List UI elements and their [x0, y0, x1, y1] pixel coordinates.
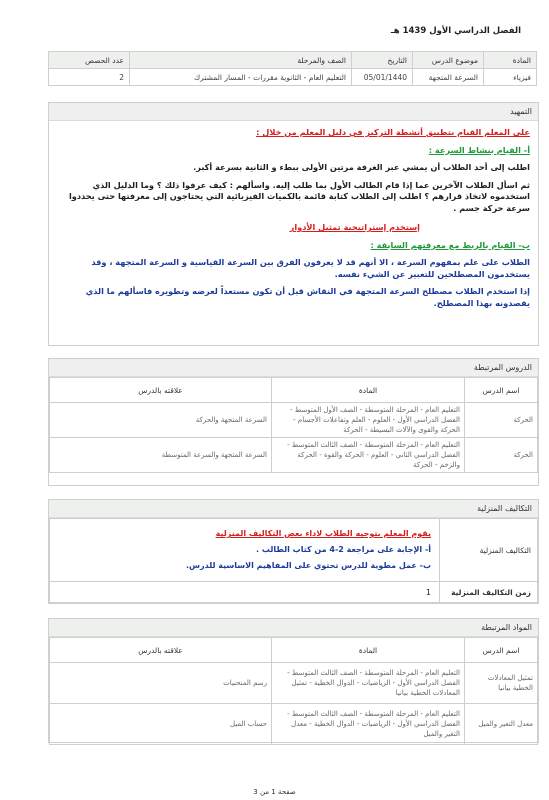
related-lesson-relation: السرعة المتجهة والسرعة المتوسطة: [50, 438, 272, 473]
header-grade: الصف والمرحلة: [130, 52, 352, 69]
related-col-relation: علاقته بالدرس: [50, 378, 272, 403]
homework-time-value: 1: [50, 582, 440, 603]
table-row: [50, 403, 538, 438]
related-lessons-section: [48, 358, 539, 486]
related-materials-header: المواد المرتبطة: [49, 619, 538, 637]
related-lesson-subject: التعليم العام - المرحلة المتوسطة - الصف الأول المتوسط - الفصل الدراسي الأول - العلوم - العلم وتفاعلات الأجسام - الحركة والقوى والآلات البسيطة - الحركة: [272, 403, 465, 438]
value-periods: 2: [49, 69, 130, 86]
homework-content: [50, 519, 440, 582]
header-periods: عدد الحصص: [49, 52, 130, 69]
table-row: [50, 704, 538, 745]
homework-time-label: زمن التكاليف المنزلية: [440, 582, 538, 603]
materials-col-relation: علاقته بالدرس: [50, 638, 272, 663]
header-topic: موضوع الدرس: [413, 52, 484, 69]
activity-paragraph-2: ثم اسأل الطلاب الآخرين عما إذا قام الطالب الأول بما طلب إليه. واسألهم : كيف عرفوا ذلك ؟ وما الدليل الذي استخدموه لاتخاذ قرارهم ؟ اطلب إلى الطلاب كتابة قائمة بالكميات الفيزيائية التي يحتاجون إلى معرفتها حتى يحددوا سرعة حركة جسم .: [68, 179, 530, 213]
material-lesson-subject: التعليم العام - المرحلة المتوسطة - الصف الثالث المتوسط - الفصل الدراسي الأول - الرياضيات - الدوال الخطية - تمثيل المعادلات الخطية بيانيا: [272, 663, 465, 704]
homework-time-row: [50, 582, 538, 603]
related-lesson-subject: التعليم العام - المرحلة المتوسطة - الصف الثالث المتوسط - الفصل الدراسي الثاني - العلوم - الحركة والقوة - الحركة والزخم - الحركة: [272, 438, 465, 473]
materials-col-name: اسم الدرس: [465, 638, 538, 663]
related-col-subject: المادة: [272, 378, 465, 403]
material-lesson-subject: التعليم العام - المرحلة المتوسطة - الصف الثالث المتوسط - الفصل الدراسي الأول - الرياضيات - الدوال الخطية - معدل التغير والميل: [272, 704, 465, 745]
value-subject: فيزياء: [484, 69, 537, 86]
related-lessons-table: [49, 377, 538, 473]
related-lesson-relation: السرعة المتجهة والحركة: [50, 403, 272, 438]
related-lesson-name: الحركة: [465, 403, 538, 438]
homework-instruction: يقوم المعلم بتوجيه الطلاب لاداء بعض التكاليف المنزلية: [215, 529, 431, 538]
info-value-row: [49, 69, 537, 86]
homework-task-2: ب- عمل مطوية للدرس تحتوي على المفاهيم الاساسية للدرس.: [185, 561, 431, 570]
materials-header-row: [50, 638, 538, 663]
semester-title: الفصل الدراسي الأول 1439 هـ: [390, 26, 521, 36]
material-lesson-name: معدل التغير والميل: [465, 704, 538, 745]
intro-section: [48, 102, 539, 346]
homework-table: [49, 518, 538, 603]
value-topic: السرعة المتجهة: [413, 69, 484, 86]
homework-row: [50, 519, 538, 582]
related-lessons-header: الدروس المرتبطة: [49, 359, 538, 377]
material-lesson-name: تمثيل المعادلات الخطية بيانيا: [465, 663, 538, 704]
prior-knowledge-heading: ب- القيام بالربط مع معرفتهم السابقة :: [370, 239, 530, 250]
value-grade: التعليم العام - الثانوية مقررات - المسار المشترك: [130, 69, 352, 86]
page-number: صفحة 1 من 3: [253, 788, 296, 796]
related-header-row: [50, 378, 538, 403]
intro-instruction: على المعلم القيام بتطبيق أنشطة التركيز في دليل المعلم من خلال :: [256, 127, 530, 137]
activity-paragraph-1: اطلب إلى أحد الطلاب أن يمشي عبر الغرفة مرتين الأولى ببطء و الثانية بسرعة أكبر.: [193, 162, 530, 172]
homework-label: التكاليف المنزلية: [440, 519, 538, 582]
intro-header: التمهيد: [49, 103, 538, 121]
prior-knowledge-paragraph: الطلاب على علم بمفهوم السرعة ، الا أنهم قد لا يعرفون الفرق بين السرعة القياسية و السرعة المتجهة ، وقد يستخدمون المصطلحين للتعبير عن الشيء نفسه.: [91, 257, 530, 279]
value-date: 05/01/1440: [352, 69, 413, 86]
discussion-paragraph: إذا استخدم الطلاب مصطلح السرعة المتجهة في النقاش قبل أن تكون مستعداً لعرضه وتطويره فاسألهم ما الذي يقصدونه بهذا المصطلح.: [85, 286, 530, 308]
info-header-row: [49, 52, 537, 69]
activity-heading: أ- القيام بنشاط السرعة :: [428, 144, 530, 155]
homework-header: التكاليف المنزلية: [49, 500, 538, 518]
homework-section: [48, 499, 539, 604]
related-materials-table: [49, 637, 538, 745]
material-lesson-relation: حساب الميل: [50, 704, 272, 745]
materials-col-subject: المادة: [272, 638, 465, 663]
homework-task-1: أ- الإجابة على مراجعة 2-4 من كتاب الطالب .: [256, 545, 431, 554]
related-lesson-name: الحركة: [465, 438, 538, 473]
table-row: [50, 663, 538, 704]
table-row: [50, 438, 538, 473]
strategy-line: إستخدم إستراتيجية تمثيل الأدوار: [289, 222, 420, 232]
lesson-info-table: [48, 51, 537, 86]
material-lesson-relation: رسم المنحنيات: [50, 663, 272, 704]
header-subject: المادة: [484, 52, 537, 69]
related-materials-section: [48, 618, 539, 743]
intro-body: [49, 121, 538, 309]
related-col-name: اسم الدرس: [465, 378, 538, 403]
header-date: التاريخ: [352, 52, 413, 69]
